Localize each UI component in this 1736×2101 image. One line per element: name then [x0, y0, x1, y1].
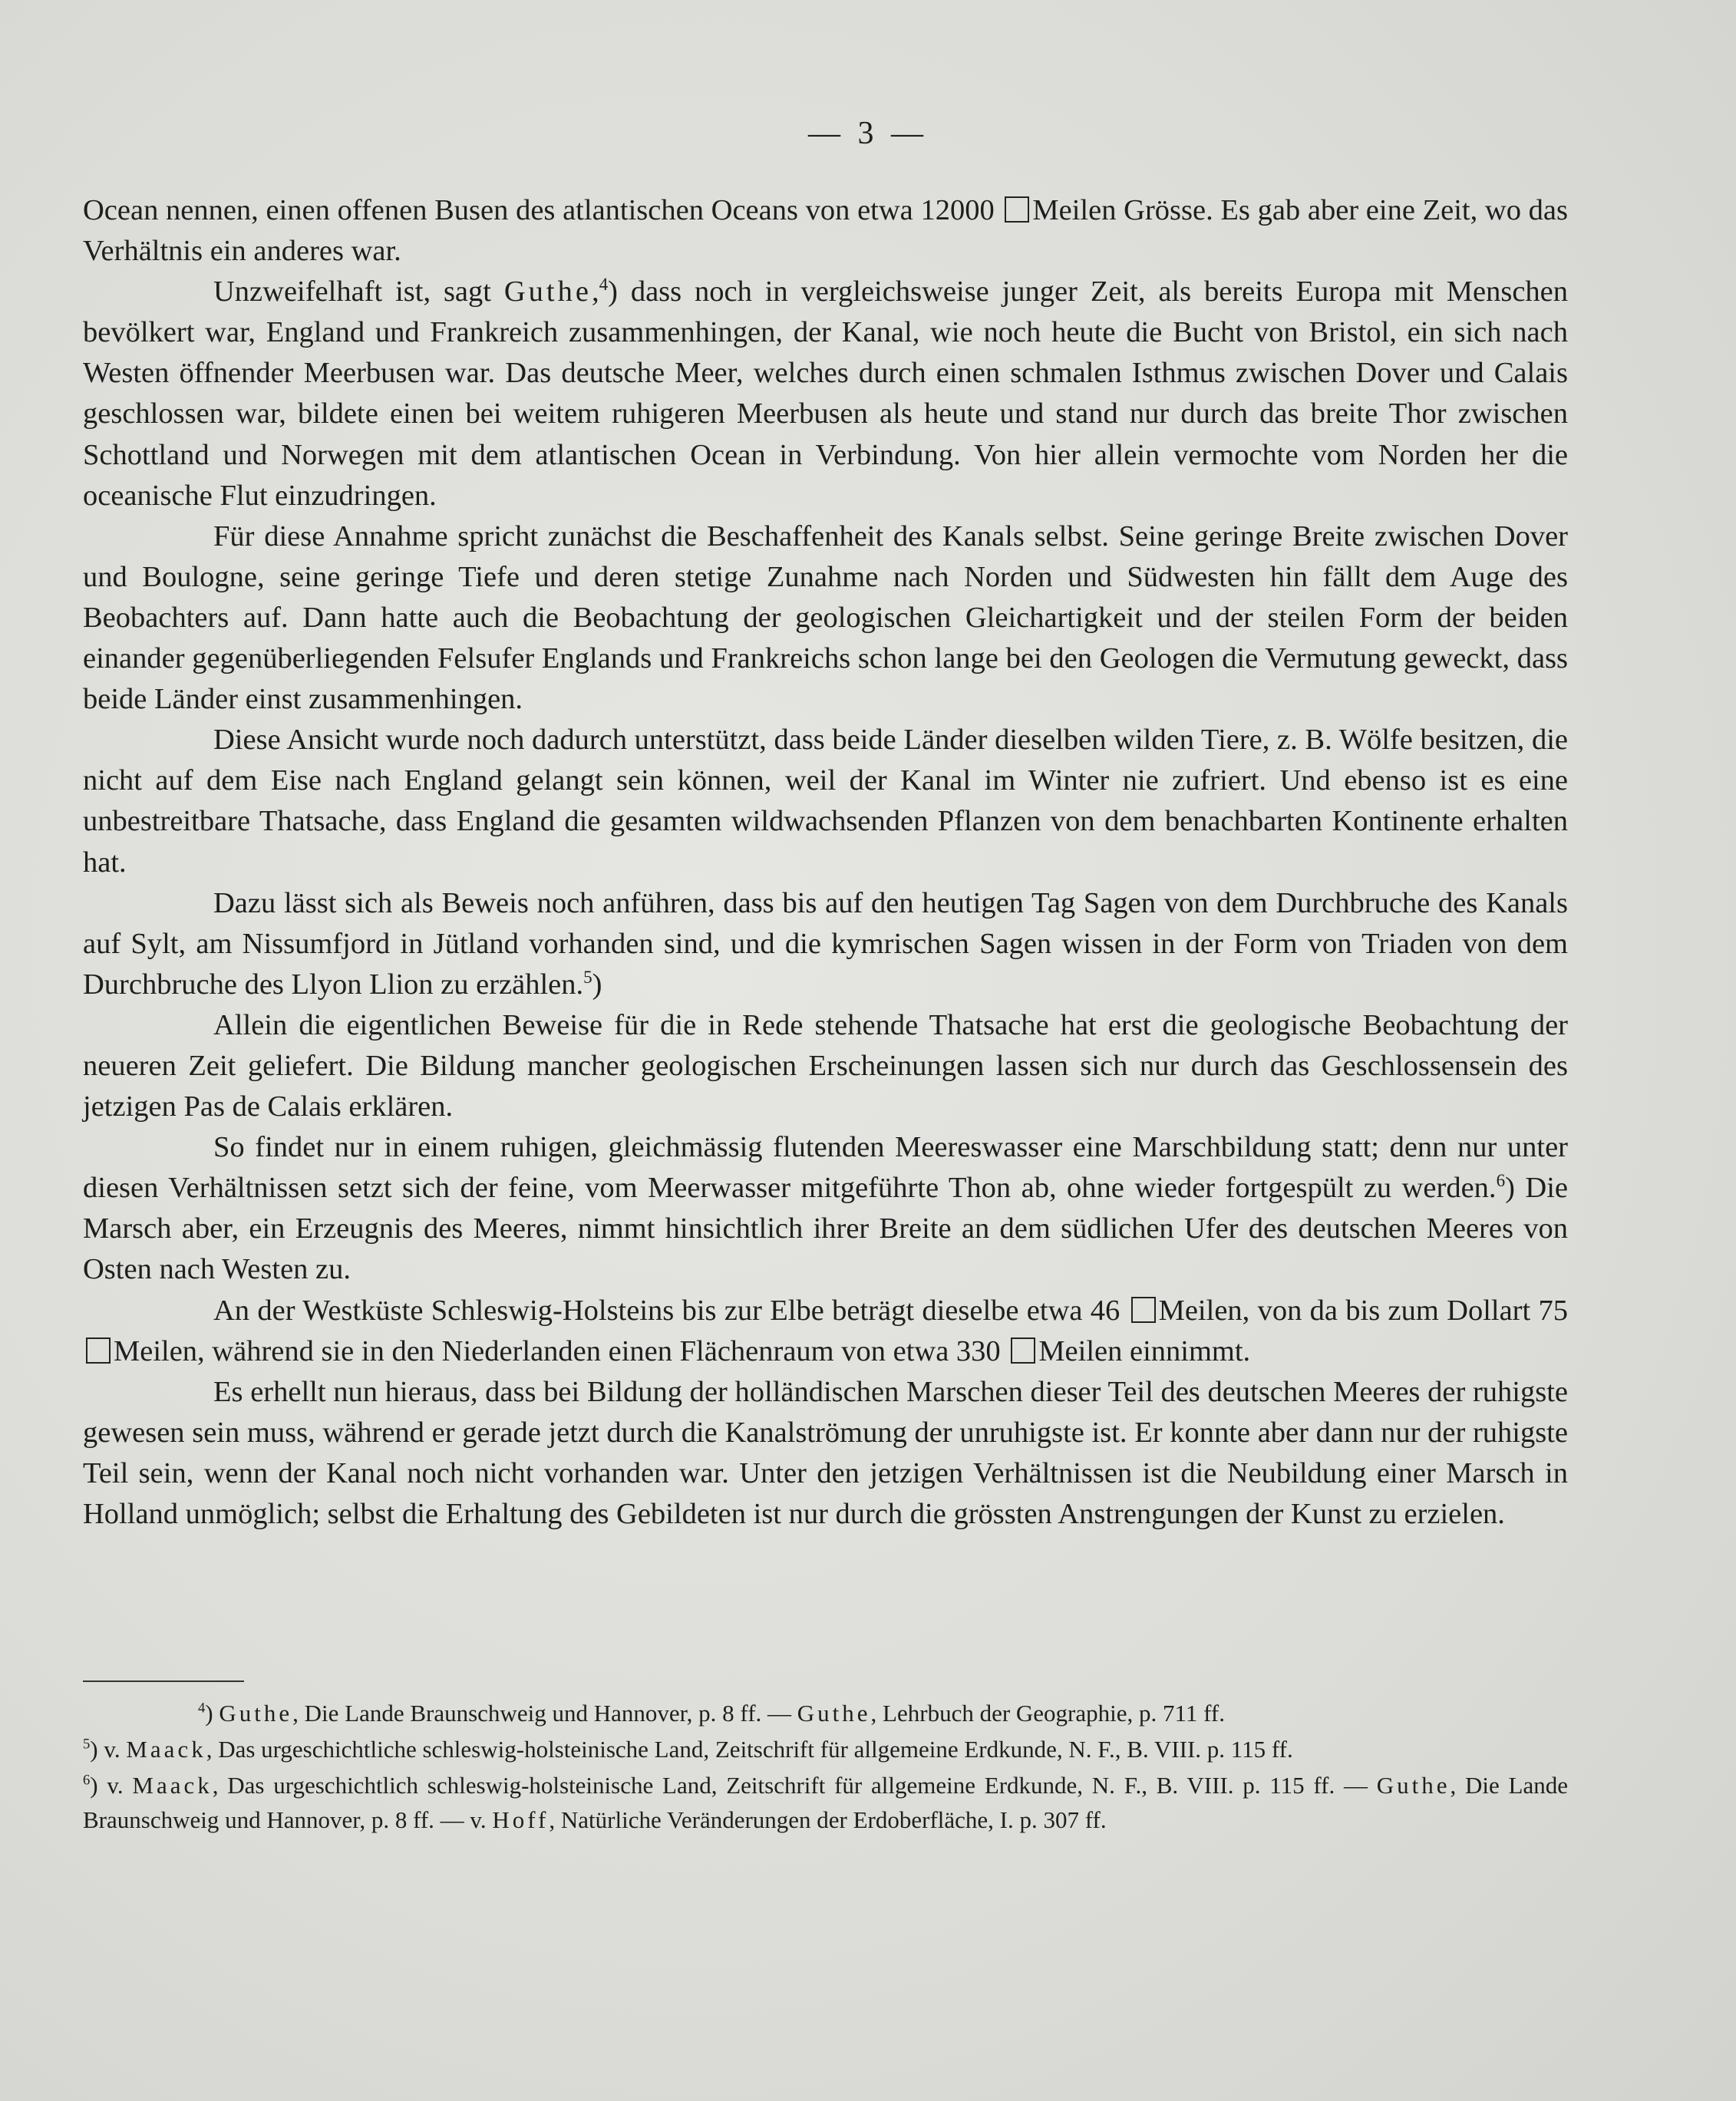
text-run: , — [591, 275, 599, 308]
author-name: Hoff — [492, 1806, 550, 1833]
text-run: Meilen, während sie in den Niederlanden einen Flächenraum von etwa 330 — [114, 1334, 1008, 1367]
footnote-marker: 4 — [599, 274, 609, 295]
paragraph — [83, 190, 1568, 272]
paragraph — [83, 720, 1568, 882]
text-run: ) v. — [90, 1772, 133, 1799]
text-run: , Natürliche Veränderungen der Erdoberfläche, I. p. 307 ff. — [549, 1806, 1107, 1833]
text-run: , Das urgeschichtlich schleswig-holsteinische Land, Zeitschrift für allgemeine Erdkunde, N. F., B. VIII. p. 115 ff. — — [212, 1772, 1377, 1799]
text-run: Unzweifelhaft ist, sagt — [213, 275, 504, 308]
footnote — [83, 1732, 1568, 1766]
author-name: Maack — [132, 1772, 213, 1799]
square-mile-symbol — [1005, 196, 1029, 223]
text-run: Meilen einnimmt. — [1038, 1334, 1251, 1367]
text-run: ) dass noch in vergleichsweise junger Zeit, als bereits Europa mit Menschen bevölkert war, England und Frankreich zusammenhingen, der Kanal, wie noch heute die Bucht von Bristol, ein sich nach Westen öffnender Meerbusen war. Das deutsche Meer, welches durch einen schmalen Isthmus zwischen Dover und Calais geschlossen war, bildete einen bei weitem ruhigeren Meerbusen als heute und stand nur durch das breite Thor zwischen Schottland und Norwegen mit dem atlantischen Ocean in Verbindung. Von hier allein vermochte vom Norden her die oceanische Flut einzudringen. — [83, 275, 1568, 512]
square-mile-symbol — [1011, 1337, 1035, 1364]
text-run: Dazu lässt sich als Beweis noch anführen, dass bis auf den heutigen Tag Sagen von dem Durchbruche des Kanals auf Sylt, am Nissumfjord in Jütland vorhanden sind, und die kymrischen Sagen wissen in der Form von Triaden von dem Durchbruche des Llyon Llion zu erzählen. — [83, 886, 1568, 1001]
footnote-marker: 6 — [1496, 1170, 1506, 1191]
paragraph — [83, 272, 1568, 516]
paragraph — [83, 883, 1568, 1005]
footnote-marker: 5 — [83, 1736, 91, 1753]
page-number: — 3 — — [808, 116, 928, 151]
text-run: ) — [592, 968, 602, 1001]
paragraph — [83, 516, 1568, 720]
square-mile-symbol — [1131, 1297, 1156, 1323]
author-name: Guthe — [503, 275, 592, 308]
text-run: So findet nur in einem ruhigen, gleichmässig flutenden Meereswasser eine Marschbildung statt; denn nur unter diesen Verhältnissen setzt sich der feine, vom Meerwasser mitgeführte Thon ab, ohne wieder fortgespült zu werden. — [83, 1131, 1568, 1205]
text-run: An der Westküste Schleswig-Holsteins bis zur Elbe beträgt dieselbe etwa 46 — [213, 1294, 1128, 1327]
footnote-marker: 6 — [83, 1772, 91, 1789]
text-run: Für diese Annahme spricht zunächst die Beschaffenheit des Kanals selbst. Seine geringe Breite zwischen Dover und Boulogne, seine geringe Tiefe und deren stetige Zunahme nach Norden und Südwesten hin fällt dem Auge des Beobachters auf. Dann hatte auch die Beobachtung der geologischen Gleichartigkeit und der steilen Form der beiden einander gegenüberliegenden Felsufer Englands und Frankreichs schon lange bei den Geologen die Vermutung geweckt, dass beide Länder einst zusammenhingen. — [83, 519, 1568, 716]
text-run: Allein die eigentlichen Beweise für die in Rede stehende Thatsache hat erst die geologische Beobachtung der neueren Zeit geliefert. Die Bildung mancher geologischen Erscheinungen lassen sich nur durch das Geschlossensein des jetzigen Pas de Calais erklären. — [83, 1008, 1568, 1123]
text-run: , Lehrbuch der Geographie, p. 711 ff. — [870, 1700, 1225, 1727]
text-run: Ocean nennen, einen offenen Busen des atlantischen Oceans von etwa 12000 — [83, 194, 1002, 226]
paragraph — [83, 1372, 1568, 1535]
text-run: Meilen, von da bis zum Dollart 75 — [1158, 1294, 1568, 1327]
text-run: ) Die Marsch aber, ein Erzeugnis des Meeres, nimmt hinsichtlich ihrer Breite an dem südlichen Ufer des deutschen Meeres von Osten nach Westen zu. — [83, 1172, 1568, 1286]
author-name: Guthe — [797, 1700, 871, 1727]
body-text — [83, 190, 1568, 1535]
author-name: Maack — [126, 1736, 206, 1763]
paragraph — [83, 1005, 1568, 1127]
paragraph — [83, 1127, 1568, 1290]
author-name: Guthe — [1376, 1772, 1451, 1799]
text-run: Diese Ansicht wurde noch dadurch unterstützt, dass beide Länder dieselben wilden Tiere, z. B. Wölfe besitzen, die nicht auf dem Eise nach England gelangt sein können, weil der Kanal im Winter nie zufriert. Und ebenso ist es eine unbestreitbare Thatsache, dass England die gesamten wildwachsenden Pflanzen von dem benachbarten Kontinente erhalten hat. — [83, 724, 1568, 879]
paragraph — [83, 1291, 1568, 1372]
footnote — [83, 1696, 1568, 1730]
footnote-marker: 5 — [583, 966, 592, 987]
text-run: , Die Lande Braunschweig und Hannover, p. 8 ff. — v. — [83, 1772, 1568, 1833]
author-name: Guthe — [219, 1700, 293, 1727]
text-run: ) — [205, 1700, 219, 1727]
footnote — [83, 1768, 1568, 1837]
square-mile-symbol — [86, 1337, 111, 1364]
text-run: , Die Lande Braunschweig und Hannover, p. 8 ff. — — [292, 1700, 797, 1727]
text-run: Meilen Grösse. Es gab aber eine Zeit, wo das Verhältnis ein anderes war. — [83, 194, 1568, 268]
footnote-marker: 4 — [198, 1700, 206, 1717]
text-run: Es erhellt nun hieraus, dass bei Bildung der holländischen Marschen dieser Teil des deutschen Meeres der ruhigste gewesen sein muss, während er gerade jetzt durch die Kanalströmung der unruhigste ist. Er konnte aber dann nur der ruhigste Teil sein, wenn der Kanal noch nicht vorhanden war. Unter den jetzigen Verhältnissen ist die Neubildung einer Marsch in Holland unmöglich; selbst die Erhaltung des Gebildeten ist nur durch die grössten Anstrengungen der Kunst zu erzielen. — [83, 1375, 1568, 1530]
footnote-rule — [83, 1680, 244, 1682]
text-run: , Das urgeschichtliche schleswig-holsteinische Land, Zeitschrift für allgemeine Erdkunde, N. F., B. VIII. p. 115 ff. — [206, 1736, 1293, 1763]
text-run: ) v. — [90, 1736, 127, 1763]
footnotes — [83, 1696, 1568, 1837]
